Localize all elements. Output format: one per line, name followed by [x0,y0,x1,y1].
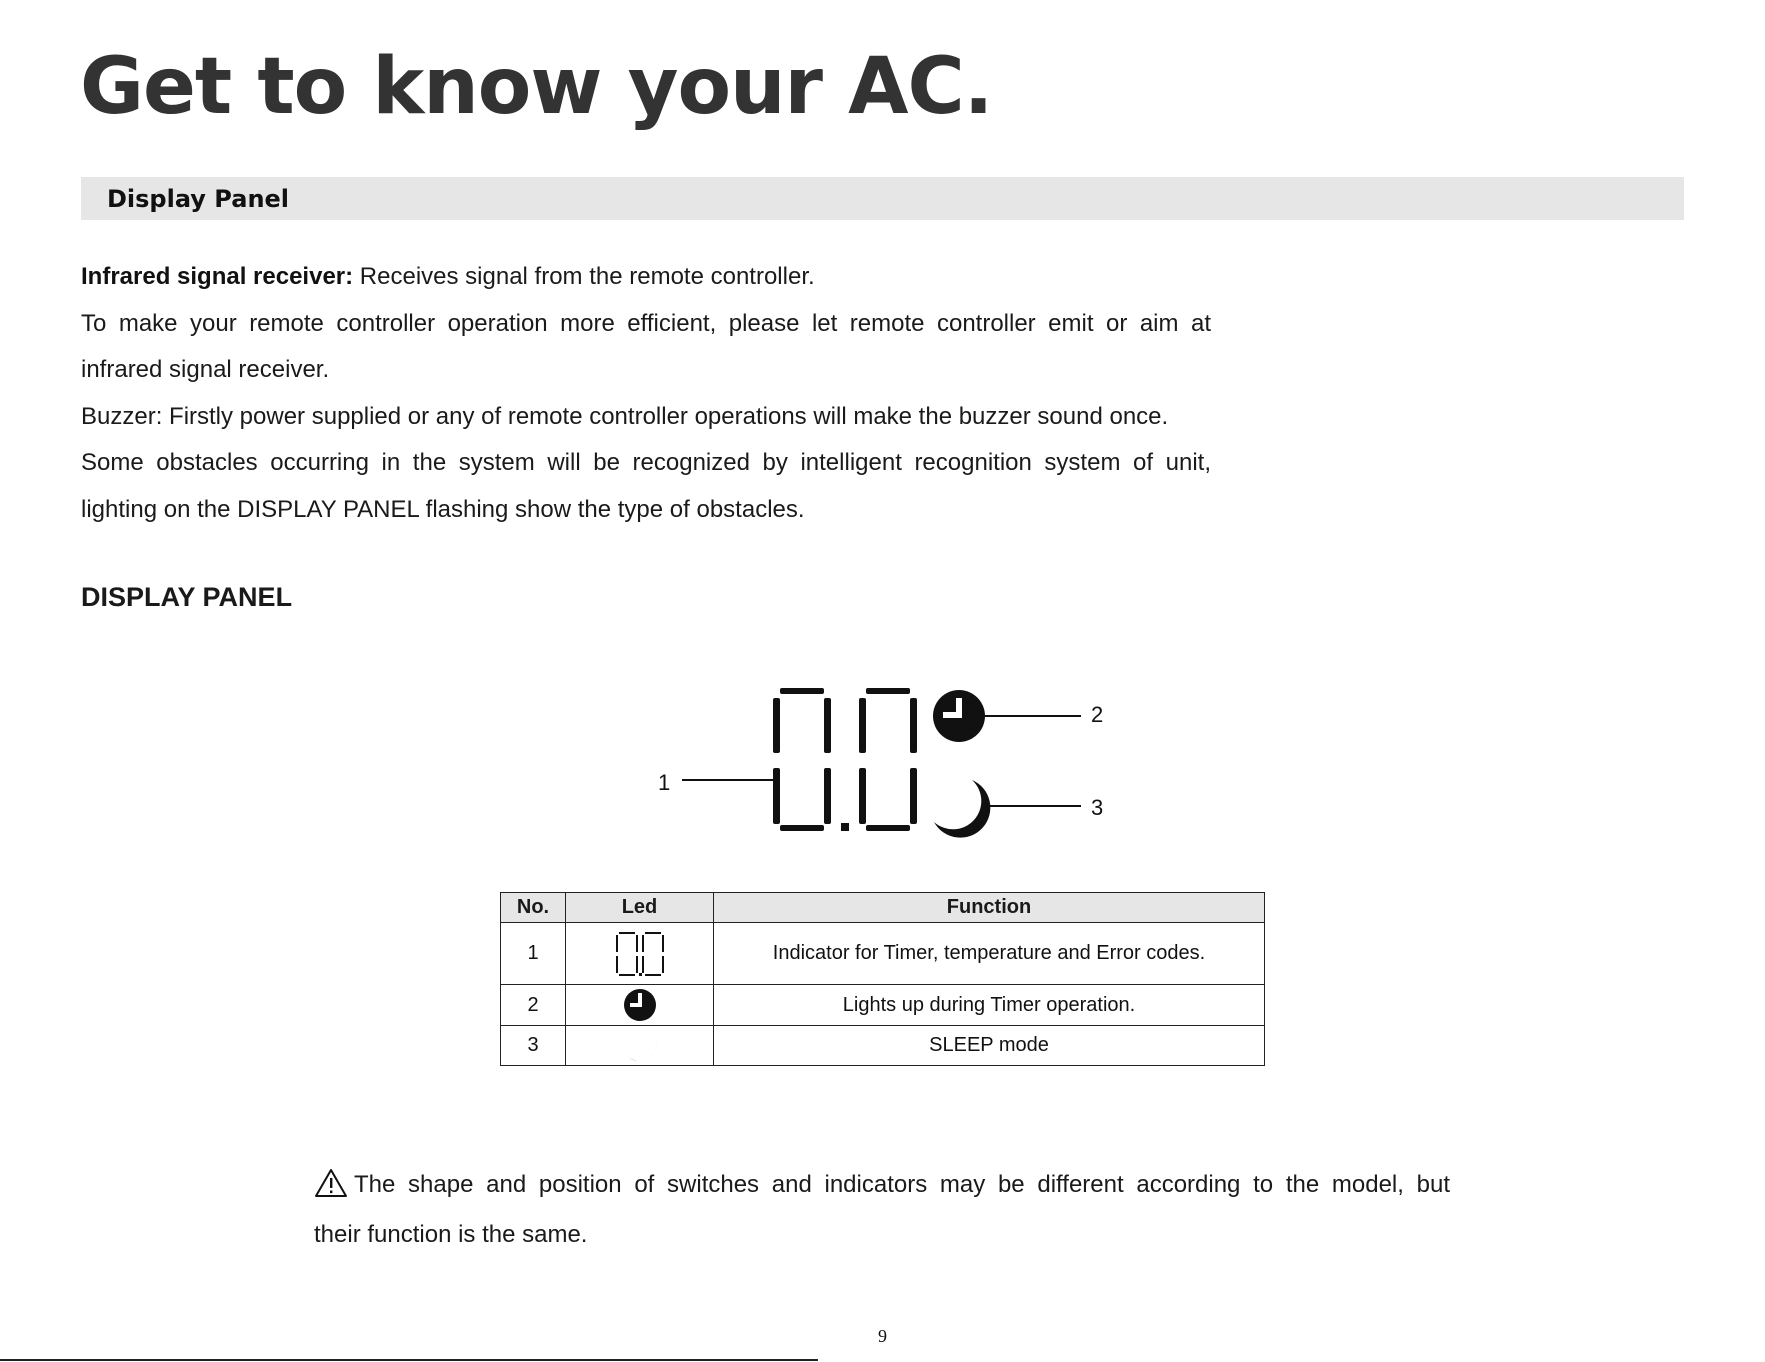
callout-lines [682,716,1081,806]
infrared-receiver-term: Infrared signal receiver: [81,263,354,290]
timer-clock-icon [623,988,657,1022]
sleep-moon-icon [622,1029,658,1063]
intro-line: To make your remote controller operation more efficient, please let remote controller emit or aim at [81,309,1211,337]
function-text: Lights up during Timer operation. [714,985,1265,1026]
callout-1: 1 [658,770,671,795]
caution-text-line-2: their function is the same. [314,1221,588,1248]
intro-line-text: Receives signal from the remote controller. [353,263,815,290]
row-number: 2 [501,985,566,1026]
seven-segment-display-icon [615,931,665,977]
table-row [501,1026,1265,1066]
intro-paragraph [81,254,1211,533]
row-number: 1 [501,923,566,985]
row-number: 3 [501,1026,566,1066]
callout-3: 3 [1091,795,1104,820]
caution-note [314,1160,1450,1260]
header-no: No. [501,893,566,923]
timer-clock-icon [933,690,985,742]
table-row [501,985,1265,1026]
function-table [500,892,1265,1066]
page-number: 9 [878,1326,887,1346]
callout-2: 2 [1091,702,1104,727]
function-text: Indicator for Timer, temperature and Error codes. [714,923,1265,985]
footer-divider [0,1359,818,1361]
intro-line: Some obstacles occurring in the system will be recognized by intelligent recognition system of unit, [81,449,1211,476]
intro-line: Buzzer: Firstly power supplied or any of remote controller operations will make the buzzer sound once. [81,402,1169,430]
caution-text-line-1: The shape and position of switches and indicators may be different according to the model, but [354,1171,1450,1198]
display-panel-heading: DISPLAY PANEL [81,582,293,612]
seven-segment-display-icon [773,688,917,831]
header-led: Led [566,893,714,923]
intro-line [81,254,1211,301]
sleep-moon-icon [934,780,990,838]
warning-triangle-icon [314,1168,348,1198]
table-header-row [501,893,1265,923]
intro-line: lighting on the DISPLAY PANEL flashing show the type of obstacles. [81,495,805,523]
section-header-label: Display Panel [107,185,290,213]
page-title: Get to know your AC. [80,42,993,132]
table-row [501,923,1265,985]
intro-line: infrared signal receiver. [81,356,330,383]
header-function: Function [714,893,1265,923]
section-header-bar [81,177,1684,220]
function-text: SLEEP mode [714,1026,1265,1066]
